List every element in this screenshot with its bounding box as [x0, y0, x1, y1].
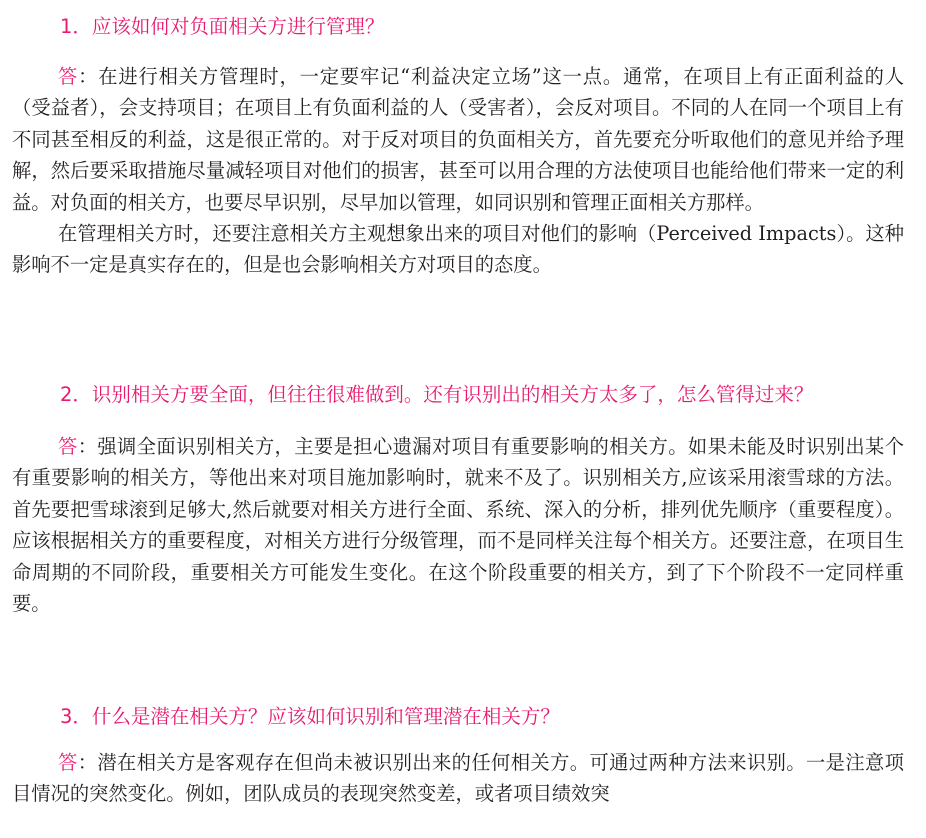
answer-1-extra-paragraph: 在管理相关方时，还要注意相关方主观想象出来的项目对他们的影响（Perceived Impacts）。这种影响不一定是真实存在的，但是也会影响相关方对项目的态度。 [12, 222, 904, 277]
qa-section-1 [0, 12, 926, 281]
qa-section-3 [0, 702, 926, 810]
answer-1-label: 答 [58, 65, 79, 88]
answer-1-body [0, 61, 926, 218]
answer-3-text: ：潜在相关方是客观存在但尚未被识别出来的任何相关方。可通过两种方法来识别。一是注意项目情况的突然变化。例如，团队成员的表现突然变差，或者项目绩效突 [12, 751, 904, 806]
qa-section-2 [0, 380, 926, 619]
question-3-title: 3．什么是潜在相关方？应该如何识别和管理潜在相关方？ [60, 705, 560, 728]
answer-2-body [0, 431, 926, 619]
answer-3-label: 答 [58, 751, 78, 774]
question-2-title: 2．识别相关方要全面，但往往很难做到。还有识别出的相关方太多了，怎么管得过来？ [60, 383, 814, 406]
answer-2-label: 答 [58, 435, 78, 458]
answer-3-body [0, 747, 926, 810]
answer-2-text: ：强调全面识别相关方，主要是担心遗漏对项目有重要影响的相关方。如果未能及时识别出某个有重要影响的相关方，等他出来对项目施加影响时，就来不及了。识别相关方,应该采用滚雪球的方法。首先要把雪球滚到足够大,然后就要对相关方进行全面、系统、深入的分析，排列优先顺序（重要程度）。应该根据相关方的重要程度，对相关方进行分级管理，而不是同样关注每个相关方。还要注意，在项目生命周期的不同阶段，重要相关方可能发生变化。在这个阶段重要的相关方，到了下个阶段不一定同样重要。 [12, 435, 904, 616]
question-1-title: 1．应该如何对负面相关方进行管理？ [60, 15, 385, 38]
answer-1-text: ：在进行相关方管理时，一定要牢记“利益决定立场”这一点。通常，在项目上有正面利益的人（受益者），会支持项目；在项目上有负面利益的人（受害者），会反对项目。不同的人在同一个项目上有不同甚至相反的利益，这是很正常的。对于反对项目的负面相关方，首先要充分听取他们的意见并给予理解，然后要采取措施尽量减轻项目对他们的损害，甚至可以用合理的方法使项目也能给他们带来一定的利益。对负面的相关方，也要尽早识别，尽早加以管理，如同识别和管理正面相关方那样。 [12, 65, 904, 214]
